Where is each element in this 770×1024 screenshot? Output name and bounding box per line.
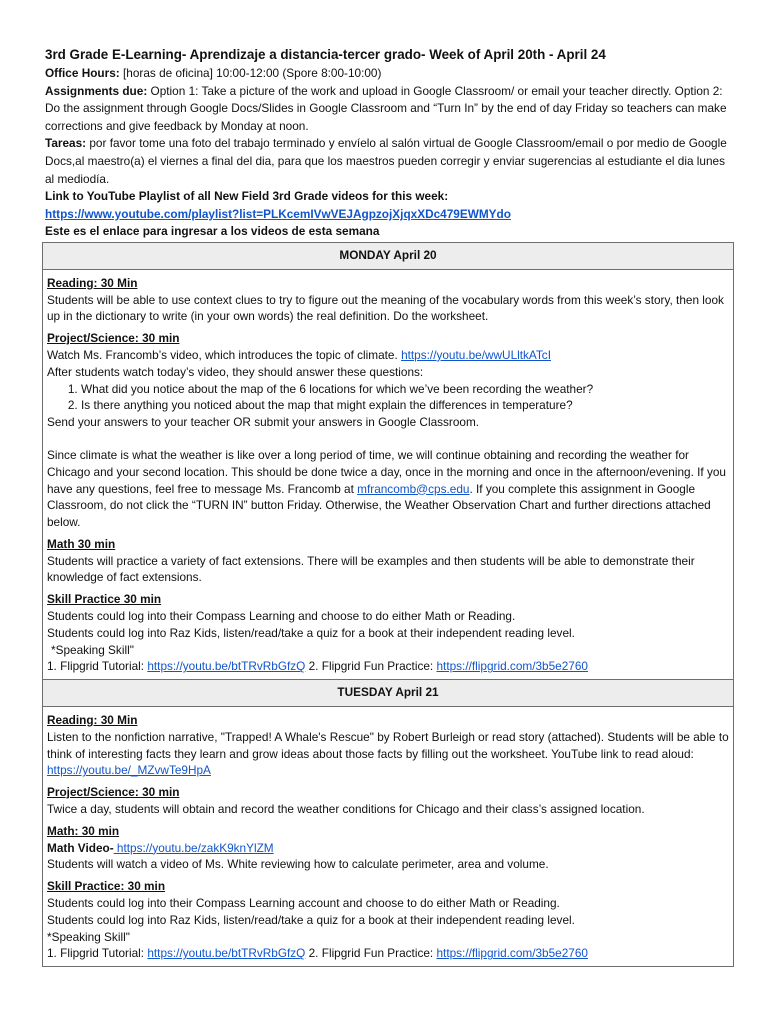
section-title: Math 30 min xyxy=(47,536,116,551)
page-title: 3rd Grade E-Learning- Aprendizaje a distancia-tercer grado- Week of April 20th - April 24 xyxy=(45,47,606,62)
send-text: Send your answers to your teacher OR submit your answers in Google Classroom. xyxy=(47,415,480,430)
question-item: 2. Is there anything you noticed about the map that might explain the differences in temperature? xyxy=(81,397,729,414)
monday-reading xyxy=(47,275,729,325)
flipgrid-tutorial-link[interactable]: https://youtu.be/btTRvRbGfzQ xyxy=(147,659,306,674)
tareas-label: Tareas: xyxy=(45,136,87,151)
monday-heading: MONDAY April 20 xyxy=(43,242,734,269)
speaking-skill: *Speaking Skill" xyxy=(51,642,134,657)
skill-line: Students could log into Raz Kids, listen/read/take a quiz for a book at their independent reading level. xyxy=(47,912,575,927)
watch-text: Watch Ms. Francomb’s video, which introduces the topic of climate. xyxy=(47,347,402,362)
read-aloud-link[interactable]: https://youtu.be/_MZvwTe9HpA xyxy=(47,763,211,778)
tuesday-math xyxy=(47,823,729,873)
question-list xyxy=(47,381,729,415)
section-text: Twice a day, students will obtain and record the weather conditions for Chicago and their class’s assigned location. xyxy=(47,802,645,817)
math-video-label: Math Video- xyxy=(47,840,114,855)
monday-skill xyxy=(47,591,729,675)
assignments-due xyxy=(45,83,734,136)
section-text: Students will watch a video of Ms. White reviewing how to calculate perimeter, area and volume. xyxy=(47,857,549,872)
section-title: Skill Practice: 30 min xyxy=(47,879,166,894)
section-title: Reading: 30 Min xyxy=(47,713,138,728)
section-title: Skill Practice 30 min xyxy=(47,592,162,607)
climate-text: Since climate is what the weather is like over a long period of time, we will continue obtaining and recording the weather for Chicago and your second location. This should be done twice a day, once in the morning and once in the afternoon/evening. If you have any questions, feel free to message Ms. Francomb at xyxy=(47,447,726,496)
climate-text-end: . If you complete this assignment in Google Classroom, do not click the “TURN IN” button Friday. Otherwise, the Weather Observation Chart and further directions attached below. xyxy=(47,481,711,530)
office-hours-text: [horas de oficina] 10:00-12:00 (Spore 8:00-10:00) xyxy=(119,66,382,80)
playlist-label: Link to YouTube Playlist of all New Field 3rd Grade videos for this week: xyxy=(45,189,449,204)
schedule-table xyxy=(42,242,734,967)
math-video-link[interactable]: https://youtu.be/zakK9knYlZM xyxy=(113,840,274,855)
after-text: After students watch today’s video, they should answer these questions: xyxy=(47,364,424,379)
flipgrid-fun-label: 2. Flipgrid Fun Practice: xyxy=(305,946,437,961)
document-page xyxy=(42,45,734,967)
office-hours xyxy=(45,65,734,83)
email-link[interactable]: mfrancomb@cps.edu xyxy=(357,481,470,496)
tuesday-cell xyxy=(43,707,734,967)
section-title: Reading: 30 Min xyxy=(47,275,138,290)
monday-cell xyxy=(43,269,734,680)
tareas-text: por favor tome una foto del trabajo terminado y envíelo al salón virtual de Google Classroom/email o por medio de Google Docs,al maestro(a) el viernes a final del dia, para que los maestros pueden corregir y enviar sugerencias al estudiante el dia lunes al mediodía. xyxy=(45,136,727,186)
speaking-skill: *Speaking Skill" xyxy=(47,929,130,944)
flipgrid-tutorial-label: 1. Flipgrid Tutorial: xyxy=(47,946,148,961)
section-title: Project/Science: 30 min xyxy=(47,331,180,346)
monday-science xyxy=(47,330,729,531)
flipgrid-tutorial-label: 1. Flipgrid Tutorial: xyxy=(47,659,148,674)
question-item: 1. What did you notice about the map of the 6 locations for which we’ve been recording the weather? xyxy=(81,381,729,398)
tuesday-science xyxy=(47,784,729,818)
flipgrid-fun-link[interactable]: https://flipgrid.com/3b5e2760 xyxy=(436,946,588,961)
section-title: Math: 30 min xyxy=(47,823,120,838)
climate-video-link[interactable]: https://youtu.be/wwULltkATcI xyxy=(401,347,551,362)
skill-line: Students could log into their Compass Learning account and choose to do either Math or Reading. xyxy=(47,896,560,911)
skill-line: Students could log into their Compass Learning and choose to do either Math or Reading. xyxy=(47,609,516,624)
tuesday-skill xyxy=(47,878,729,962)
playlist-link[interactable]: https://www.youtube.com/playlist?list=PLKcemIVwVEJAgpzojXjqxXDc479EWMYdo xyxy=(45,206,511,221)
assignments-text: Option 1: Take a picture of the work and upload in Google Classroom/ or email your teacher directly. Option 2: Do the assignment through Google Docs/Slides in Google Classroom and “Turn In” by the end of day Friday so teachers can make corrections and give feedback by Monday at noon. xyxy=(45,83,727,133)
monday-math xyxy=(47,536,729,586)
enlace-text: Este es el enlace para ingresar a los videos de esta semana xyxy=(45,224,380,239)
skill-line: Students could log into Raz Kids, listen/read/take a quiz for a book at their independent reading level. xyxy=(47,625,575,640)
tuesday-heading: TUESDAY April 21 xyxy=(43,680,734,707)
assignments-label: Assignments due: xyxy=(45,83,148,98)
section-text: Students will be able to use context clues to try to figure out the meaning of the vocabulary words from this week’s story, then look up in the dictionary to write (in your own words) the real definition. Do the worksheet. xyxy=(47,292,724,324)
section-text: Listen to the nonfiction narrative, "Trapped! A Whale's Rescue" by Robert Burleigh or read story (attached). Students will be able to think of interesting facts they learn and grow ideas about those facts by filling out the worksheet. YouTube link to read aloud: xyxy=(47,729,729,761)
section-text: Students will practice a variety of fact extensions. There will be examples and then students will be able to demonstrate their knowledge of fact extensions. xyxy=(47,553,695,585)
section-title: Project/Science: 30 min xyxy=(47,785,180,800)
flipgrid-fun-label: 2. Flipgrid Fun Practice: xyxy=(305,659,437,674)
tuesday-reading xyxy=(47,712,729,779)
flipgrid-fun-link[interactable]: https://flipgrid.com/3b5e2760 xyxy=(436,659,588,674)
flipgrid-tutorial-link[interactable]: https://youtu.be/btTRvRbGfzQ xyxy=(147,946,306,961)
tareas xyxy=(45,135,734,188)
office-hours-label: Office Hours: xyxy=(45,66,120,80)
